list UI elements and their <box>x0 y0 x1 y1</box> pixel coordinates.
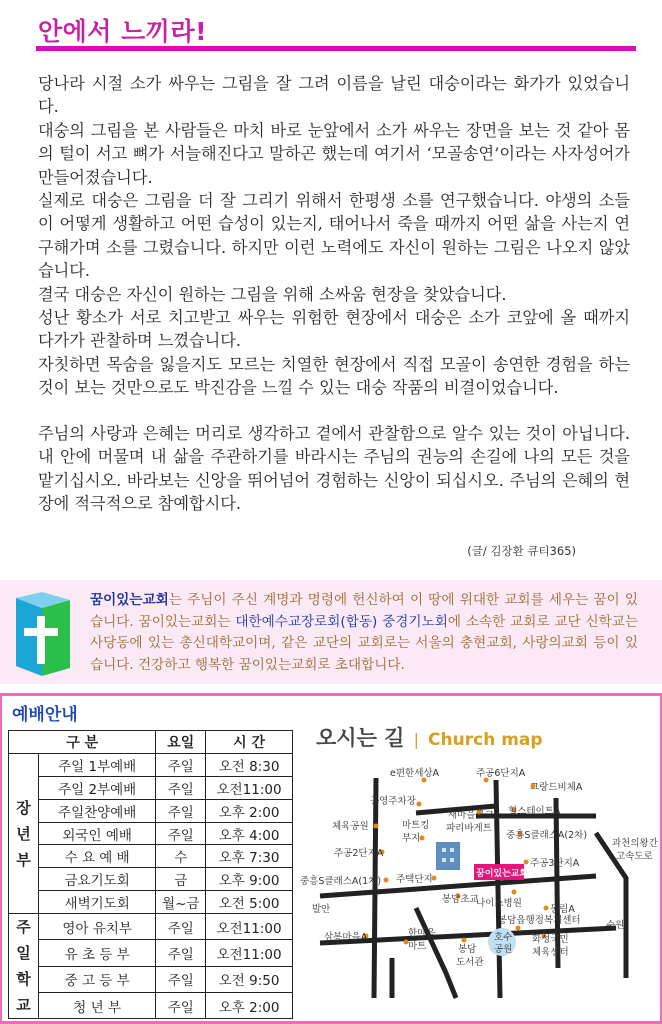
map-label-hwaseong-2: 체육센터 <box>532 947 569 958</box>
table-header-row <box>9 731 293 754</box>
service-day: 주일 <box>156 940 206 966</box>
map-label-hanmaeum-1: 한마음 <box>408 928 436 939</box>
service-time: 오후 9:00 <box>206 868 293 891</box>
group-label-sunday-school: 주 일 학 교 <box>9 914 39 1019</box>
map-label-dongrim: 동림A <box>550 904 575 915</box>
map-title <box>316 722 543 752</box>
worship-schedule-table <box>8 730 293 1019</box>
service-name: 외국인 예배 <box>38 822 155 845</box>
service-name: 영아 유치부 <box>38 914 155 940</box>
church-name: 꿈이있는교회 <box>90 592 169 608</box>
map-label-bongdam-welfare: 봉담읍행정복지센터 <box>498 915 581 926</box>
service-day: 주일 <box>156 992 206 1018</box>
map-label-bongdam-lib-1: 봉담 <box>458 944 477 955</box>
intro-text-part2: 에 소속한 교회로 교단 신학교는 사당동에 있는 총신대학교이며, 같은 교단의 교회로는 서울의 충현교회, 사랑의교회 등이 있습니다. 건강하고 행복한 꿈이있는교회로 초대합니다. <box>90 613 639 673</box>
table-row <box>9 822 293 845</box>
map-title-english: Church map <box>428 730 543 750</box>
map-label-naius: 나이스병원 <box>476 898 522 909</box>
map-label-bongdam-lib-2: 도서관 <box>456 957 484 968</box>
service-day: 주일 <box>156 753 206 776</box>
article-closing: 주님의 사랑과 은혜는 머리로 생각하고 곁에서 관찰함으로 알수 있는 것이 아닙니다. 내 안에 머물며 내 삶을 주관하기를 바라시는 주님의 권능의 손길에 나의 모든 것을 맡기십시오. 바라보는 신앙을 뛰어넘어 경험하는 신앙이 되십시오. 주님의 은혜의 현장에 적극적으로 참예합시다. <box>38 423 630 513</box>
map-label-jugong3: 주공3단지A <box>530 858 580 869</box>
service-name: 금요기도회 <box>38 868 155 891</box>
service-name: 주일 2부예배 <box>38 776 155 799</box>
table-row <box>9 799 293 822</box>
service-name: 유 초 등 부 <box>38 940 155 966</box>
table-row <box>9 868 293 891</box>
service-time: 오후 2:00 <box>206 992 293 1018</box>
church-building-icon <box>436 842 460 870</box>
map-label-saemaeul-1: 새마을금고 <box>448 810 494 821</box>
table-row <box>9 776 293 799</box>
intro-text-part1: 는 주님이 주신 계명과 명령에 헌신하여 이 땅에 위대한 교회를 세우는 꿈이 있습니다. 꿈이있는교회는 <box>90 592 638 630</box>
service-name: 청 년 부 <box>38 992 155 1018</box>
article-body <box>38 72 630 515</box>
map-label-jutaek: 주택단지 <box>396 874 433 885</box>
table-row <box>9 966 293 992</box>
map-label-church: 꿈이있는교회 <box>476 869 529 879</box>
service-name: 수 요 예 배 <box>38 845 155 868</box>
map-label-bongdam-elem: 봉담초교 <box>442 894 479 905</box>
map-label-gwacheon-1: 과천의왕간 <box>612 838 658 849</box>
map-label-grand: 그랑드비체A <box>530 782 583 793</box>
map-label-suwon: 수원 <box>606 920 625 931</box>
service-day: 월~금 <box>156 891 206 914</box>
article-paragraph: 대숭의 그림을 본 사람들은 마치 바로 눈앞에서 소가 싸우는 장면을 보는 것 같아 몸의 털이 서고 뼈가 서늘해진다고 말하곤 했는데 여기서 ‘모골송연’이라는 사자성어가 만들어졌습니다. <box>38 120 630 187</box>
service-day: 주일 <box>156 799 206 822</box>
service-time: 오후 4:00 <box>206 822 293 845</box>
map-label-saemaeul-2: 파리바게트 <box>446 823 492 834</box>
service-name: 주일 1부예배 <box>38 753 155 776</box>
service-day: 주일 <box>156 776 206 799</box>
table-row <box>9 914 293 940</box>
header-category: 구 분 <box>9 731 156 754</box>
map-label-martking-2: 부지 <box>402 833 421 844</box>
service-time: 오전 5:00 <box>206 891 293 914</box>
article-paragraph: 자칫하면 목숨을 잃을지도 모르는 치열한 현장에서 직접 모골이 송연한 경험을 하는 것이 보는 것만으로도 박진감을 느낄 수 있는 대숭 작품의 비결이었습니다. <box>38 354 630 398</box>
service-name: 중 고 등 부 <box>38 966 155 992</box>
service-day: 금 <box>156 868 206 891</box>
map-label-jugong6: 주공6단지A <box>476 768 526 779</box>
header-time: 시 간 <box>206 731 293 754</box>
service-time: 오후 2:00 <box>206 799 293 822</box>
map-title-korean: 오시는 길 <box>316 726 405 750</box>
map-label-jungheung-s1: 중흥S클래스A(1차) <box>300 876 382 887</box>
church-intro-text <box>90 590 638 676</box>
group-label-adult: 장 년 부 <box>9 753 39 913</box>
map-label-martking-1: 마트킹 <box>402 820 430 831</box>
article-paragraph: 성난 황소가 서로 치고받고 싸우는 위험한 현장에서 대숭은 소가 코앞에 올 때까지 다가가 관찰하며 느꼈습니다. <box>38 308 630 351</box>
map-label-gongyeong: 공영주차장 <box>370 796 416 807</box>
article-credit: (글/ 김장환 큐티365) <box>467 544 576 558</box>
map-label-sambong: 삼봉마을A <box>324 932 368 943</box>
map-label-jugong2: 주공2단지A <box>334 848 384 859</box>
worship-title: 예배안내 <box>12 705 78 725</box>
article-title-wrap <box>38 12 207 48</box>
article-paragraph: 실제로 대숭은 그림을 더 잘 그리기 위해서 한평생 소를 연구했습니다. 야생의 소들이 어떻게 생활하고 어떤 습성이 있는지, 태어나서 죽을 때까지 어떤 삶을 사는지 연구해가며 소를 그렸습니다. 하지만 이런 노력에도 자신이 원하는 그림은 나오지 않았습니다. <box>38 191 630 281</box>
cross-logo-icon <box>12 592 74 676</box>
service-name: 주일찬양예배 <box>38 799 155 822</box>
church-location-map <box>296 758 658 1020</box>
map-title-divider: | <box>413 730 419 749</box>
service-name: 새벽기도회 <box>38 891 155 914</box>
article-paragraph: 결국 대숭은 자신이 원하는 그림을 위해 소싸움 현장을 찾았습니다. <box>38 284 507 304</box>
map-label-e-pyeonhan: e편한세상A <box>390 768 440 779</box>
table-row <box>9 753 293 776</box>
map-label-hanmaeum-2: 마트 <box>408 941 427 952</box>
map-label-sports-park: 체육공원 <box>332 821 369 832</box>
map-label-hwaseong-1: 화성국민 <box>532 934 569 945</box>
map-label-hosu-1: 호수 <box>494 932 513 943</box>
service-time: 오후 7:30 <box>206 845 293 868</box>
table-row <box>9 940 293 966</box>
service-time: 오전 9:50 <box>206 966 293 992</box>
service-time: 오전11:00 <box>206 940 293 966</box>
header-day: 요일 <box>156 731 206 754</box>
map-label-hosu-2: 공원 <box>494 944 513 955</box>
service-day: 주일 <box>156 822 206 845</box>
map-label-jungheung-s2: 중흥S클래스A(2차) <box>506 830 588 841</box>
title-underline <box>36 46 636 51</box>
table-row <box>9 845 293 868</box>
service-time: 오전11:00 <box>206 776 293 799</box>
service-day: 주일 <box>156 966 206 992</box>
table-row <box>9 992 293 1018</box>
presbytery-name: 대한예수교장로회(합동) 중경기노회 <box>235 613 448 630</box>
paragraph-gap <box>38 400 630 422</box>
article-paragraph: 당나라 시절 소가 싸우는 그림을 잘 그려 이름을 날린 대숭이라는 화가가 있었습니다. <box>38 74 630 117</box>
service-time: 오전11:00 <box>206 914 293 940</box>
map-label-gwacheon-2: 고속도로 <box>616 851 653 862</box>
map-label-balan: 발안 <box>312 904 331 915</box>
service-time: 오전 8:30 <box>206 753 293 776</box>
service-day: 수 <box>156 845 206 868</box>
service-day: 주일 <box>156 914 206 940</box>
table-row <box>9 891 293 914</box>
article-title: 안에서 느끼라! <box>38 17 208 46</box>
map-label-hills: 힐스테이트A <box>508 806 561 817</box>
